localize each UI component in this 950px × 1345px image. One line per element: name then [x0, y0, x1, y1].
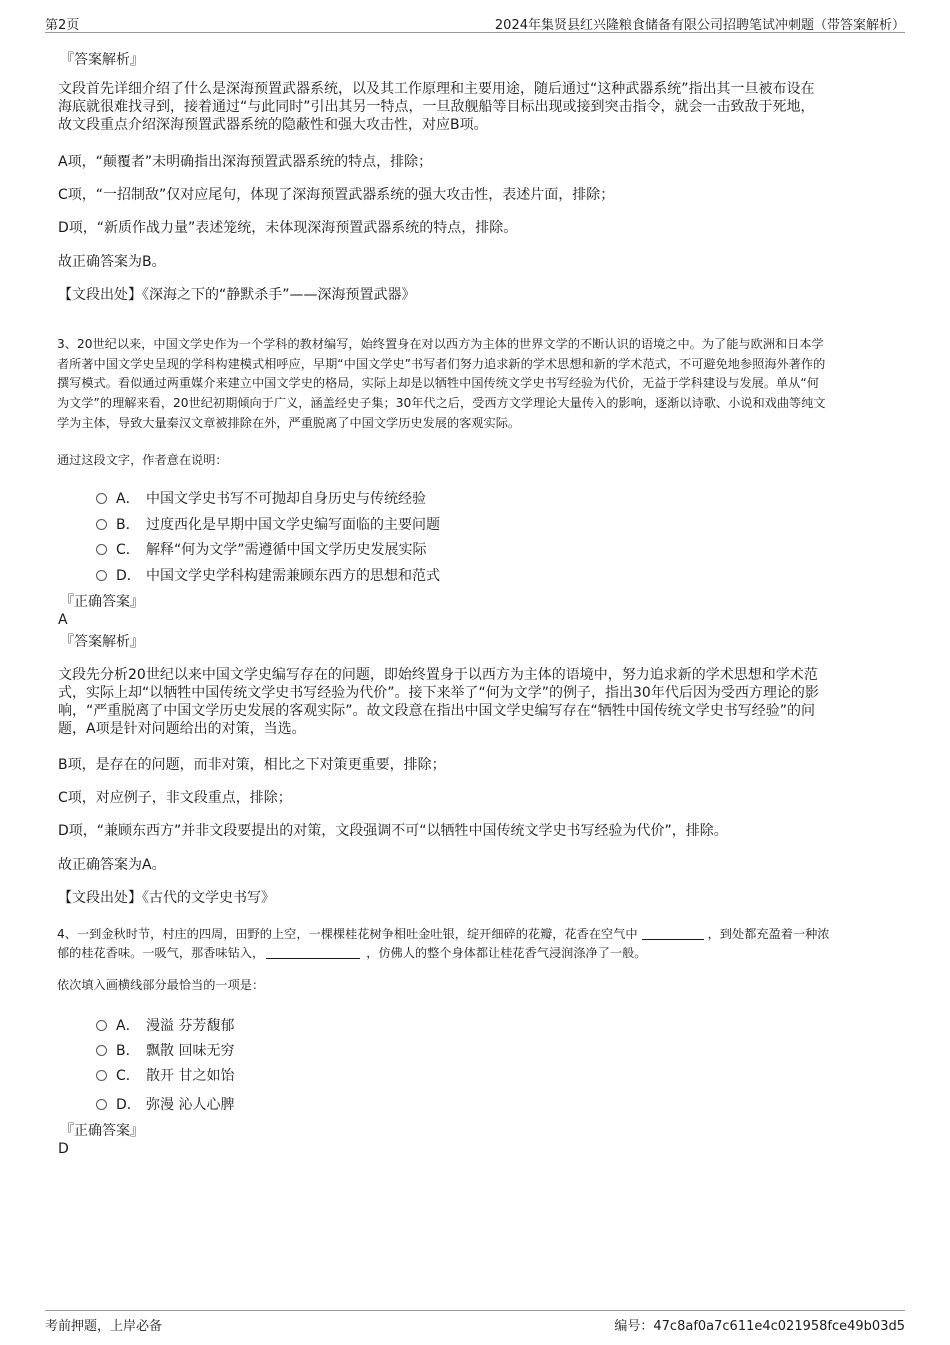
q4-option-c[interactable]: C． 散开 甘之如饴	[96, 1065, 234, 1085]
footer-slogan: 考前押题，上岸必备	[45, 1319, 163, 1334]
blank-1	[642, 927, 704, 940]
q2-note-d: D项，“新质作战力量”表述笼统，未体现深海预置武器系统的特点，排除。	[58, 220, 518, 236]
q3-source: 【文段出处】《古代的文学史书写》	[58, 890, 275, 906]
radio-icon[interactable]	[96, 1099, 107, 1110]
q3-option-d[interactable]: D． 中国文学史学科构建需兼顾东西方的思想和范式	[96, 565, 440, 585]
q4-option-a[interactable]: A． 漫溢 芬芳馥郁	[96, 1015, 234, 1035]
q3-stem-line: 学为主体，导致大量秦汉文章被排除在外，严重脱离了中国文学历史发展的客观实际。	[57, 415, 521, 430]
page-number: 第2页	[45, 18, 80, 33]
q2-conclusion: 故正确答案为B。	[58, 254, 166, 270]
q3-analysis-line: 题，A项是针对问题给出的对策，当选。	[58, 721, 306, 737]
q2-analysis-label: 『答案解析』	[60, 52, 144, 68]
q4-prompt: 依次填入画横线部分最恰当的一项是：	[57, 978, 265, 992]
radio-icon[interactable]	[96, 1045, 107, 1056]
q3-option-b[interactable]: B． 过度西化是早期中国文学史编写面临的主要问题	[96, 514, 440, 534]
q3-note-b: B项，是存在的问题，而非对策，相比之下对策更重要，排除；	[58, 757, 446, 773]
q3-analysis-text	[58, 666, 819, 738]
q4-answer-label: 『正确答案』	[60, 1123, 144, 1139]
radio-icon[interactable]	[96, 519, 107, 530]
document-title: 2024年集贤县红兴隆粮食储备有限公司招聘笔试冲刺题（带答案解析）	[494, 18, 905, 33]
q3-answer: A	[58, 612, 68, 628]
q3-answer-label: 『正确答案』	[60, 594, 144, 610]
q2-source: 【文段出处】《深海之下的“静默杀手”——深海预置武器》	[58, 287, 416, 303]
radio-icon[interactable]	[96, 493, 107, 504]
q3-stem-line: 者所著中国文学史呈现的学科构建模式相呼应，早期“中国文学史”书写者们努力追求新的学术思想和新的学术范式，不可避免地参照海外著作的	[57, 356, 826, 371]
q3-stem	[57, 335, 826, 434]
q3-option-a[interactable]: A． 中国文学史书写不可抛却自身历史与传统经验	[96, 488, 426, 508]
q4-option-b[interactable]: B． 飘散 回味无穷	[96, 1040, 234, 1060]
q3-stem-line: 3、20世纪以来，中国文学史作为一个学科的教材编写，始终置身在对以西方为主体的世界文学的不断认识的语境之中。为了能与欧洲和日本学	[57, 337, 824, 351]
q4-answer: D	[58, 1141, 69, 1157]
q3-conclusion: 故正确答案为A。	[58, 857, 166, 873]
q3-note-d: D项，“兼顾东西方”并非文段要提出的对策，文段强调不可“以牺牲中国传统文学史书写经验为代价”，排除。	[58, 823, 728, 839]
q2-note-c: C项，“一招制敌”仅对应尾句，体现了深海预置武器系统的强大攻击性，表述片面，排除；	[58, 187, 615, 203]
q3-stem-line: 为文学”的理解来看，20世纪初期倾向于广义，涵盖经史子集；30年代之后，受西方文学理论大量传入的影响，逐渐以诗歌、小说和戏曲等纯文	[57, 396, 826, 411]
q3-option-c[interactable]: C． 解释“何为文学”需遵循中国文学历史发展实际	[96, 539, 427, 559]
page-footer	[45, 1310, 905, 1341]
q2-note-a: A项，“颠覆者”未明确指出深海预置武器系统的特点，排除；	[58, 154, 433, 170]
q2-analysis-text	[58, 80, 815, 134]
radio-icon[interactable]	[96, 544, 107, 555]
page-header	[45, 12, 905, 33]
blank-2	[266, 946, 360, 959]
q3-note-c: C项，对应例子，非文段重点，排除；	[58, 790, 292, 806]
q2-analysis-line: 故文段重点介绍深海预置武器系统的隐蔽性和强大攻击性，对应B项。	[58, 117, 488, 133]
radio-icon[interactable]	[96, 570, 107, 581]
q3-stem-line: 撰写模式。看似通过两重媒介来建立中国文学史的格局，实际上却是以牺牲中国传统文学史书写经验为代价，无益于学科建设与发展。单从“何	[57, 376, 819, 391]
q3-analysis-label: 『答案解析』	[60, 634, 144, 650]
q3-analysis-line: 式，实际上却“以牺牲中国传统文学史书写经验为代价”。接下来举了“何为文学”的例子，指出30年代后因为受西方理论的影	[58, 685, 819, 701]
q4-stem-line-2: 郁的桂花香味。一吸气，那香味钻入， ，仿佛人的整个身体都让桂花香气浸润涤净了一般。	[57, 946, 647, 960]
q2-analysis-line: 海底就很难找寻到，接着通过“与此同时”引出其另一特点，一旦敌舰船等目标出现或接到突击指令，就会一击致敌于死地，	[58, 99, 815, 115]
q4-option-d[interactable]: D． 弥漫 沁人心脾	[96, 1094, 234, 1114]
document-id: 编号：47c8af0a7c611e4c021958fce49b03d5	[614, 1319, 905, 1334]
q2-analysis-line: 文段首先详细介绍了什么是深海预置武器系统，以及其工作原理和主要用途，随后通过“这种武器系统”指出其一旦被布设在	[58, 81, 815, 97]
q3-analysis-line: 文段先分析20世纪以来中国文学史编写存在的问题，即始终置身于以西方为主体的语境中，努力追求新的学术思想和学术范	[58, 667, 818, 683]
q4-stem-line-1: 4、一到金秋时节，村庄的四周，田野的上空，一棵棵桂花树争相吐金吐银，绽开细碎的花瓣，花香在空气中 ，到处都充盈着一种浓	[57, 927, 830, 941]
q3-analysis-line: 响，“严重脱离了中国文学历史发展的客观实际”。故文段意在指出中国文学史编写存在“牺牲中国传统文学史书写经验”的问	[58, 703, 816, 719]
radio-icon[interactable]	[96, 1020, 107, 1031]
q3-prompt: 通过这段文字，作者意在说明：	[57, 453, 228, 467]
radio-icon[interactable]	[96, 1070, 107, 1081]
